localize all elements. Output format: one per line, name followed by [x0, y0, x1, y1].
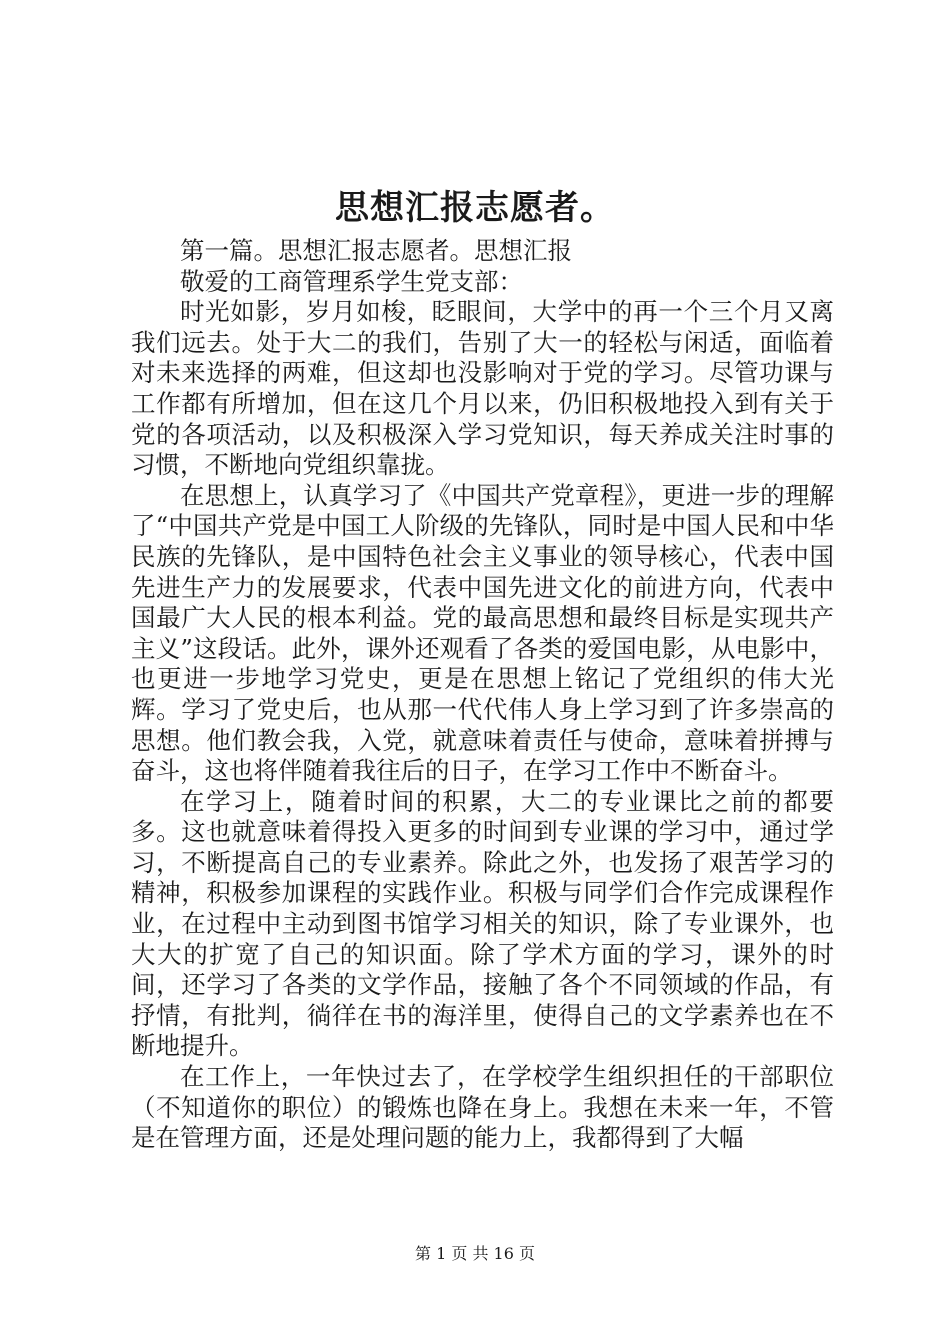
document-body [131, 236, 834, 1154]
section-heading: 第一篇。思想汇报志愿者。思想汇报 [180, 236, 572, 265]
page-number-footer: 第 1 页 共 16 页 [415, 1244, 535, 1263]
paragraph-intro: 时光如影，岁月如梭，眨眼间，大学中的再一个三个月又离我们远去。处于大二的我们，告别了大一的轻松与闲适，面临着对未来选择的两难，但这却也没影响对于党的学习。尽管功课与工作都有所增加，但在这几个月以来，仍旧积极地投入到有关于党的各项活动，以及积极深入学习党知识，每天养成关注时事的习惯，不断地向党组织靠拢。 [131, 297, 834, 480]
paragraph-thought: 在思想上，认真学习了《中国共产党章程》，更进一步的理解了“中国共产党是中国工人阶级的先锋队，同时是中国人民和中华民族的先锋队，是中国特色社会主义事业的领导核心，代表中国先进生产力的发展要求，代表中国先进文化的前进方向，代表中国最广大人民的根本利益。党的最高思想和最终目标是实现共产主义”这段话。此外，课外还观看了各类的爱国电影，从电影中，也更进一步地学习党史，更是在思想上铭记了党组织的伟大光辉。学习了党史后，也从那一代代伟人身上学习到了许多崇高的思想。他们教会我，入党，就意味着责任与使命，意味着拼搏与奋斗，这也将伴随着我往后的日子，在学习工作中不断奋斗。 [131, 480, 834, 786]
paragraph-study: 在学习上，随着时间的积累，大二的专业课比之前的都要多。这也就意味着得投入更多的时间到专业课的学习中，通过学习，不断提高自己的专业素养。除此之外，也发扬了艰苦学习的精神，积极参加课程的实践作业。积极与同学们合作完成课程作业，在过程中主动到图书馆学习相关的知识，除了专业课外，也大大的扩宽了自己的知识面。除了学术方面的学习，课外的时间，还学习了各类的文学作品，接触了各个不同领域的作品，有抒情，有批判，徜徉在书的海洋里，使得自己的文学素养也在不断地提升。 [131, 786, 834, 1061]
paragraph-work: 在工作上，一年快过去了，在学校学生组织担任的干部职位（不知道你的职位）的锻炼也降在身上。我想在未来一年，不管是在管理方面，还是处理问题的能力上，我都得到了大幅 [131, 1062, 834, 1153]
salutation: 敬爱的工商管理系学生党支部： [180, 266, 523, 296]
document-title: 思想汇报志愿者。 [335, 188, 615, 228]
